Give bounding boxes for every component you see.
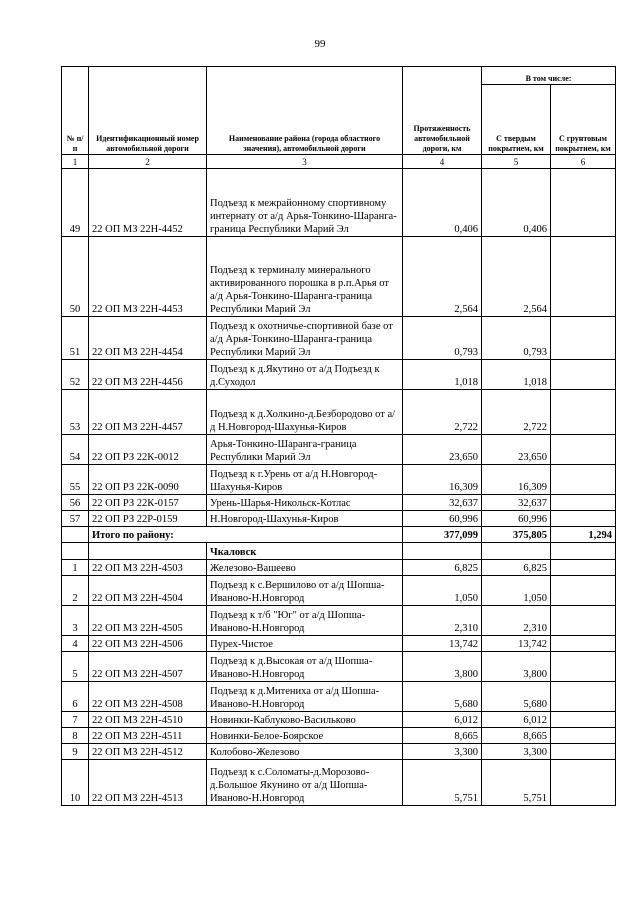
table-section-total	[62, 527, 616, 560]
table-row	[62, 465, 616, 495]
road-soil-length	[551, 465, 616, 495]
road-soil-length	[551, 495, 616, 511]
road-name: Подъезд к терминалу минерального активированного порошка в р.п.Арья от а/д Арья-Тонкино-Шаранга-граница Республики Марий Эл	[207, 237, 403, 317]
road-length: 5,680	[403, 682, 482, 712]
road-id: 22 ОП МЗ 22Н-4452	[89, 169, 207, 237]
table-row	[62, 317, 616, 360]
table-row	[62, 712, 616, 728]
table-row	[62, 606, 616, 636]
column-number: 5	[482, 155, 551, 169]
road-name: Подъезд к охотничье-спортивной базе от а/д Арья-Тонкино-Шаранга-граница Республики Марий Эл	[207, 317, 403, 360]
road-hard-length: 6,825	[482, 560, 551, 576]
total-hard: 375,805	[482, 527, 551, 543]
road-hard-length: 1,018	[482, 360, 551, 390]
road-id: 22 ОП МЗ 22Н-4513	[89, 760, 207, 806]
road-length: 32,637	[403, 495, 482, 511]
road-hard-length: 23,650	[482, 435, 551, 465]
table-row	[62, 169, 616, 237]
road-soil-length	[551, 636, 616, 652]
road-hard-length: 5,751	[482, 760, 551, 806]
road-id: 22 ОП РЗ 22Р-0159	[89, 511, 207, 527]
road-hard-length: 2,310	[482, 606, 551, 636]
road-length: 1,050	[403, 576, 482, 606]
road-soil-length	[551, 169, 616, 237]
road-name: Новинки-Каблуково-Васильково	[207, 712, 403, 728]
road-length: 0,406	[403, 169, 482, 237]
total-row	[62, 527, 616, 543]
table-row	[62, 495, 616, 511]
road-soil-length	[551, 728, 616, 744]
road-hard-length: 2,722	[482, 390, 551, 435]
road-length: 16,309	[403, 465, 482, 495]
road-name: Подъезд к межрайонному спортивному интернату от а/д Арья-Тонкино-Шаранга-граница Республики Марий Эл	[207, 169, 403, 237]
road-length: 13,742	[403, 636, 482, 652]
row-number: 54	[62, 435, 89, 465]
header-group: В том числе:	[482, 67, 616, 85]
column-number: 1	[62, 155, 89, 169]
road-id: 22 ОП МЗ 22Н-4506	[89, 636, 207, 652]
road-hard-length: 32,637	[482, 495, 551, 511]
table-row	[62, 744, 616, 760]
header-name: Наименование района (города областного значения), автомобильной дороги	[207, 67, 403, 155]
column-numbers-row	[62, 155, 616, 169]
road-id: 22 ОП МЗ 22Н-4503	[89, 560, 207, 576]
road-id: 22 ОП РЗ 22К-0090	[89, 465, 207, 495]
road-id: 22 ОП МЗ 22Н-4457	[89, 390, 207, 435]
row-number: 53	[62, 390, 89, 435]
row-number: 52	[62, 360, 89, 390]
table-row	[62, 760, 616, 806]
road-name: Подъезд к д.Якутино от а/д Подъезд к д.Суходол	[207, 360, 403, 390]
column-number: 6	[551, 155, 616, 169]
row-number: 6	[62, 682, 89, 712]
road-id: 22 ОП МЗ 22Н-4510	[89, 712, 207, 728]
road-hard-length: 1,050	[482, 576, 551, 606]
row-number: 56	[62, 495, 89, 511]
road-length: 23,650	[403, 435, 482, 465]
road-id: 22 ОП МЗ 22Н-4505	[89, 606, 207, 636]
row-number: 1	[62, 560, 89, 576]
road-name: Подъезд к с.Вершилово от а/д Шопша-Иваново-Н.Новгород	[207, 576, 403, 606]
road-hard-length: 5,680	[482, 682, 551, 712]
header-num: № п/п	[62, 67, 89, 155]
road-id: 22 ОП МЗ 22Н-4507	[89, 652, 207, 682]
road-length: 2,310	[403, 606, 482, 636]
road-soil-length	[551, 360, 616, 390]
road-name: Пурех-Чистое	[207, 636, 403, 652]
total-length: 377,099	[403, 527, 482, 543]
road-name: Арья-Тонкино-Шаранга-граница Республики Марий Эл	[207, 435, 403, 465]
road-hard-length: 0,406	[482, 169, 551, 237]
row-number: 49	[62, 169, 89, 237]
road-name: Подъезд к д.Высокая от а/д Шопша-Иваново-Н.Новгород	[207, 652, 403, 682]
row-number: 5	[62, 652, 89, 682]
row-number: 57	[62, 511, 89, 527]
road-soil-length	[551, 576, 616, 606]
row-number: 2	[62, 576, 89, 606]
road-soil-length	[551, 317, 616, 360]
road-name: Новинки-Белое-Боярское	[207, 728, 403, 744]
road-name: Колобово-Железово	[207, 744, 403, 760]
road-hard-length: 13,742	[482, 636, 551, 652]
road-length: 2,722	[403, 390, 482, 435]
road-length: 2,564	[403, 237, 482, 317]
table-row	[62, 728, 616, 744]
total-label: Итого по району:	[89, 527, 403, 543]
table-row	[62, 560, 616, 576]
row-number: 3	[62, 606, 89, 636]
table-row	[62, 435, 616, 465]
road-soil-length	[551, 682, 616, 712]
road-length: 3,800	[403, 652, 482, 682]
road-id: 22 ОП РЗ 22К-0157	[89, 495, 207, 511]
road-name: Урень-Шарья-Никольск-Котлас	[207, 495, 403, 511]
road-name: Железово-Вашеево	[207, 560, 403, 576]
road-length: 3,300	[403, 744, 482, 760]
road-soil-length	[551, 237, 616, 317]
road-soil-length	[551, 652, 616, 682]
column-number: 3	[207, 155, 403, 169]
road-name: Н.Новгород-Шахунья-Киров	[207, 511, 403, 527]
total-soil: 1,294	[551, 527, 616, 543]
column-number: 4	[403, 155, 482, 169]
road-length: 6,012	[403, 712, 482, 728]
row-number: 7	[62, 712, 89, 728]
road-soil-length	[551, 560, 616, 576]
road-id: 22 ОП МЗ 22Н-4454	[89, 317, 207, 360]
header-id: Идентификационный номер автомобильной дороги	[89, 67, 207, 155]
road-id: 22 ОП МЗ 22Н-4512	[89, 744, 207, 760]
table-row	[62, 652, 616, 682]
row-number: 50	[62, 237, 89, 317]
roads-table	[61, 66, 616, 806]
road-name: Подъезд к д.Холкино-д.Безбородово от а/д Н.Новгород-Шахунья-Киров	[207, 390, 403, 435]
row-number: 55	[62, 465, 89, 495]
road-name: Подъезд к д.Митениха от а/д Шопша-Иваново-Н.Новгород	[207, 682, 403, 712]
row-number: 9	[62, 744, 89, 760]
road-length: 5,751	[403, 760, 482, 806]
road-id: 22 ОП МЗ 22Н-4508	[89, 682, 207, 712]
column-number: 2	[89, 155, 207, 169]
row-number: 51	[62, 317, 89, 360]
table-row	[62, 511, 616, 527]
road-name: Подъезд к с.Соломаты-д.Морозово-д.Большое Якунино от а/д Шопша-Иваново-Н.Новгород	[207, 760, 403, 806]
road-hard-length: 8,665	[482, 728, 551, 744]
table-row	[62, 636, 616, 652]
road-id: 22 ОП МЗ 22Н-4511	[89, 728, 207, 744]
road-hard-length: 0,793	[482, 317, 551, 360]
page-number: 99	[314, 38, 326, 50]
header-hard: С твердым покрытием, км	[482, 85, 551, 155]
table-row	[62, 237, 616, 317]
road-name: Подъезд к т/б "Юг" от а/д Шопша-Иваново-Н.Новгород	[207, 606, 403, 636]
road-soil-length	[551, 712, 616, 728]
road-length: 8,665	[403, 728, 482, 744]
road-soil-length	[551, 744, 616, 760]
road-length: 0,793	[403, 317, 482, 360]
road-hard-length: 2,564	[482, 237, 551, 317]
table-row	[62, 576, 616, 606]
header-soil: С грунтовым покрытием, км	[551, 85, 616, 155]
district-name: Чкаловск	[207, 543, 403, 560]
road-length: 1,018	[403, 360, 482, 390]
road-soil-length	[551, 606, 616, 636]
road-soil-length	[551, 511, 616, 527]
road-id: 22 ОП МЗ 22Н-4453	[89, 237, 207, 317]
road-length: 60,996	[403, 511, 482, 527]
road-hard-length: 6,012	[482, 712, 551, 728]
header-length: Протяженность автомобильной дороги, км	[403, 67, 482, 155]
road-length: 6,825	[403, 560, 482, 576]
road-id: 22 ОП МЗ 22Н-4504	[89, 576, 207, 606]
road-hard-length: 16,309	[482, 465, 551, 495]
row-number: 8	[62, 728, 89, 744]
table-section-b	[62, 560, 616, 806]
row-number: 10	[62, 760, 89, 806]
road-soil-length	[551, 435, 616, 465]
road-id: 22 ОП РЗ 22К-0012	[89, 435, 207, 465]
table-row	[62, 682, 616, 712]
district-row	[62, 543, 616, 560]
row-number: 4	[62, 636, 89, 652]
road-soil-length	[551, 760, 616, 806]
road-hard-length: 60,996	[482, 511, 551, 527]
road-soil-length	[551, 390, 616, 435]
table-row	[62, 390, 616, 435]
road-hard-length: 3,800	[482, 652, 551, 682]
table-section-a	[62, 169, 616, 527]
road-hard-length: 3,300	[482, 744, 551, 760]
table-row	[62, 360, 616, 390]
road-id: 22 ОП МЗ 22Н-4456	[89, 360, 207, 390]
road-name: Подъезд к г.Урень от а/д Н.Новгород-Шахунья-Киров	[207, 465, 403, 495]
